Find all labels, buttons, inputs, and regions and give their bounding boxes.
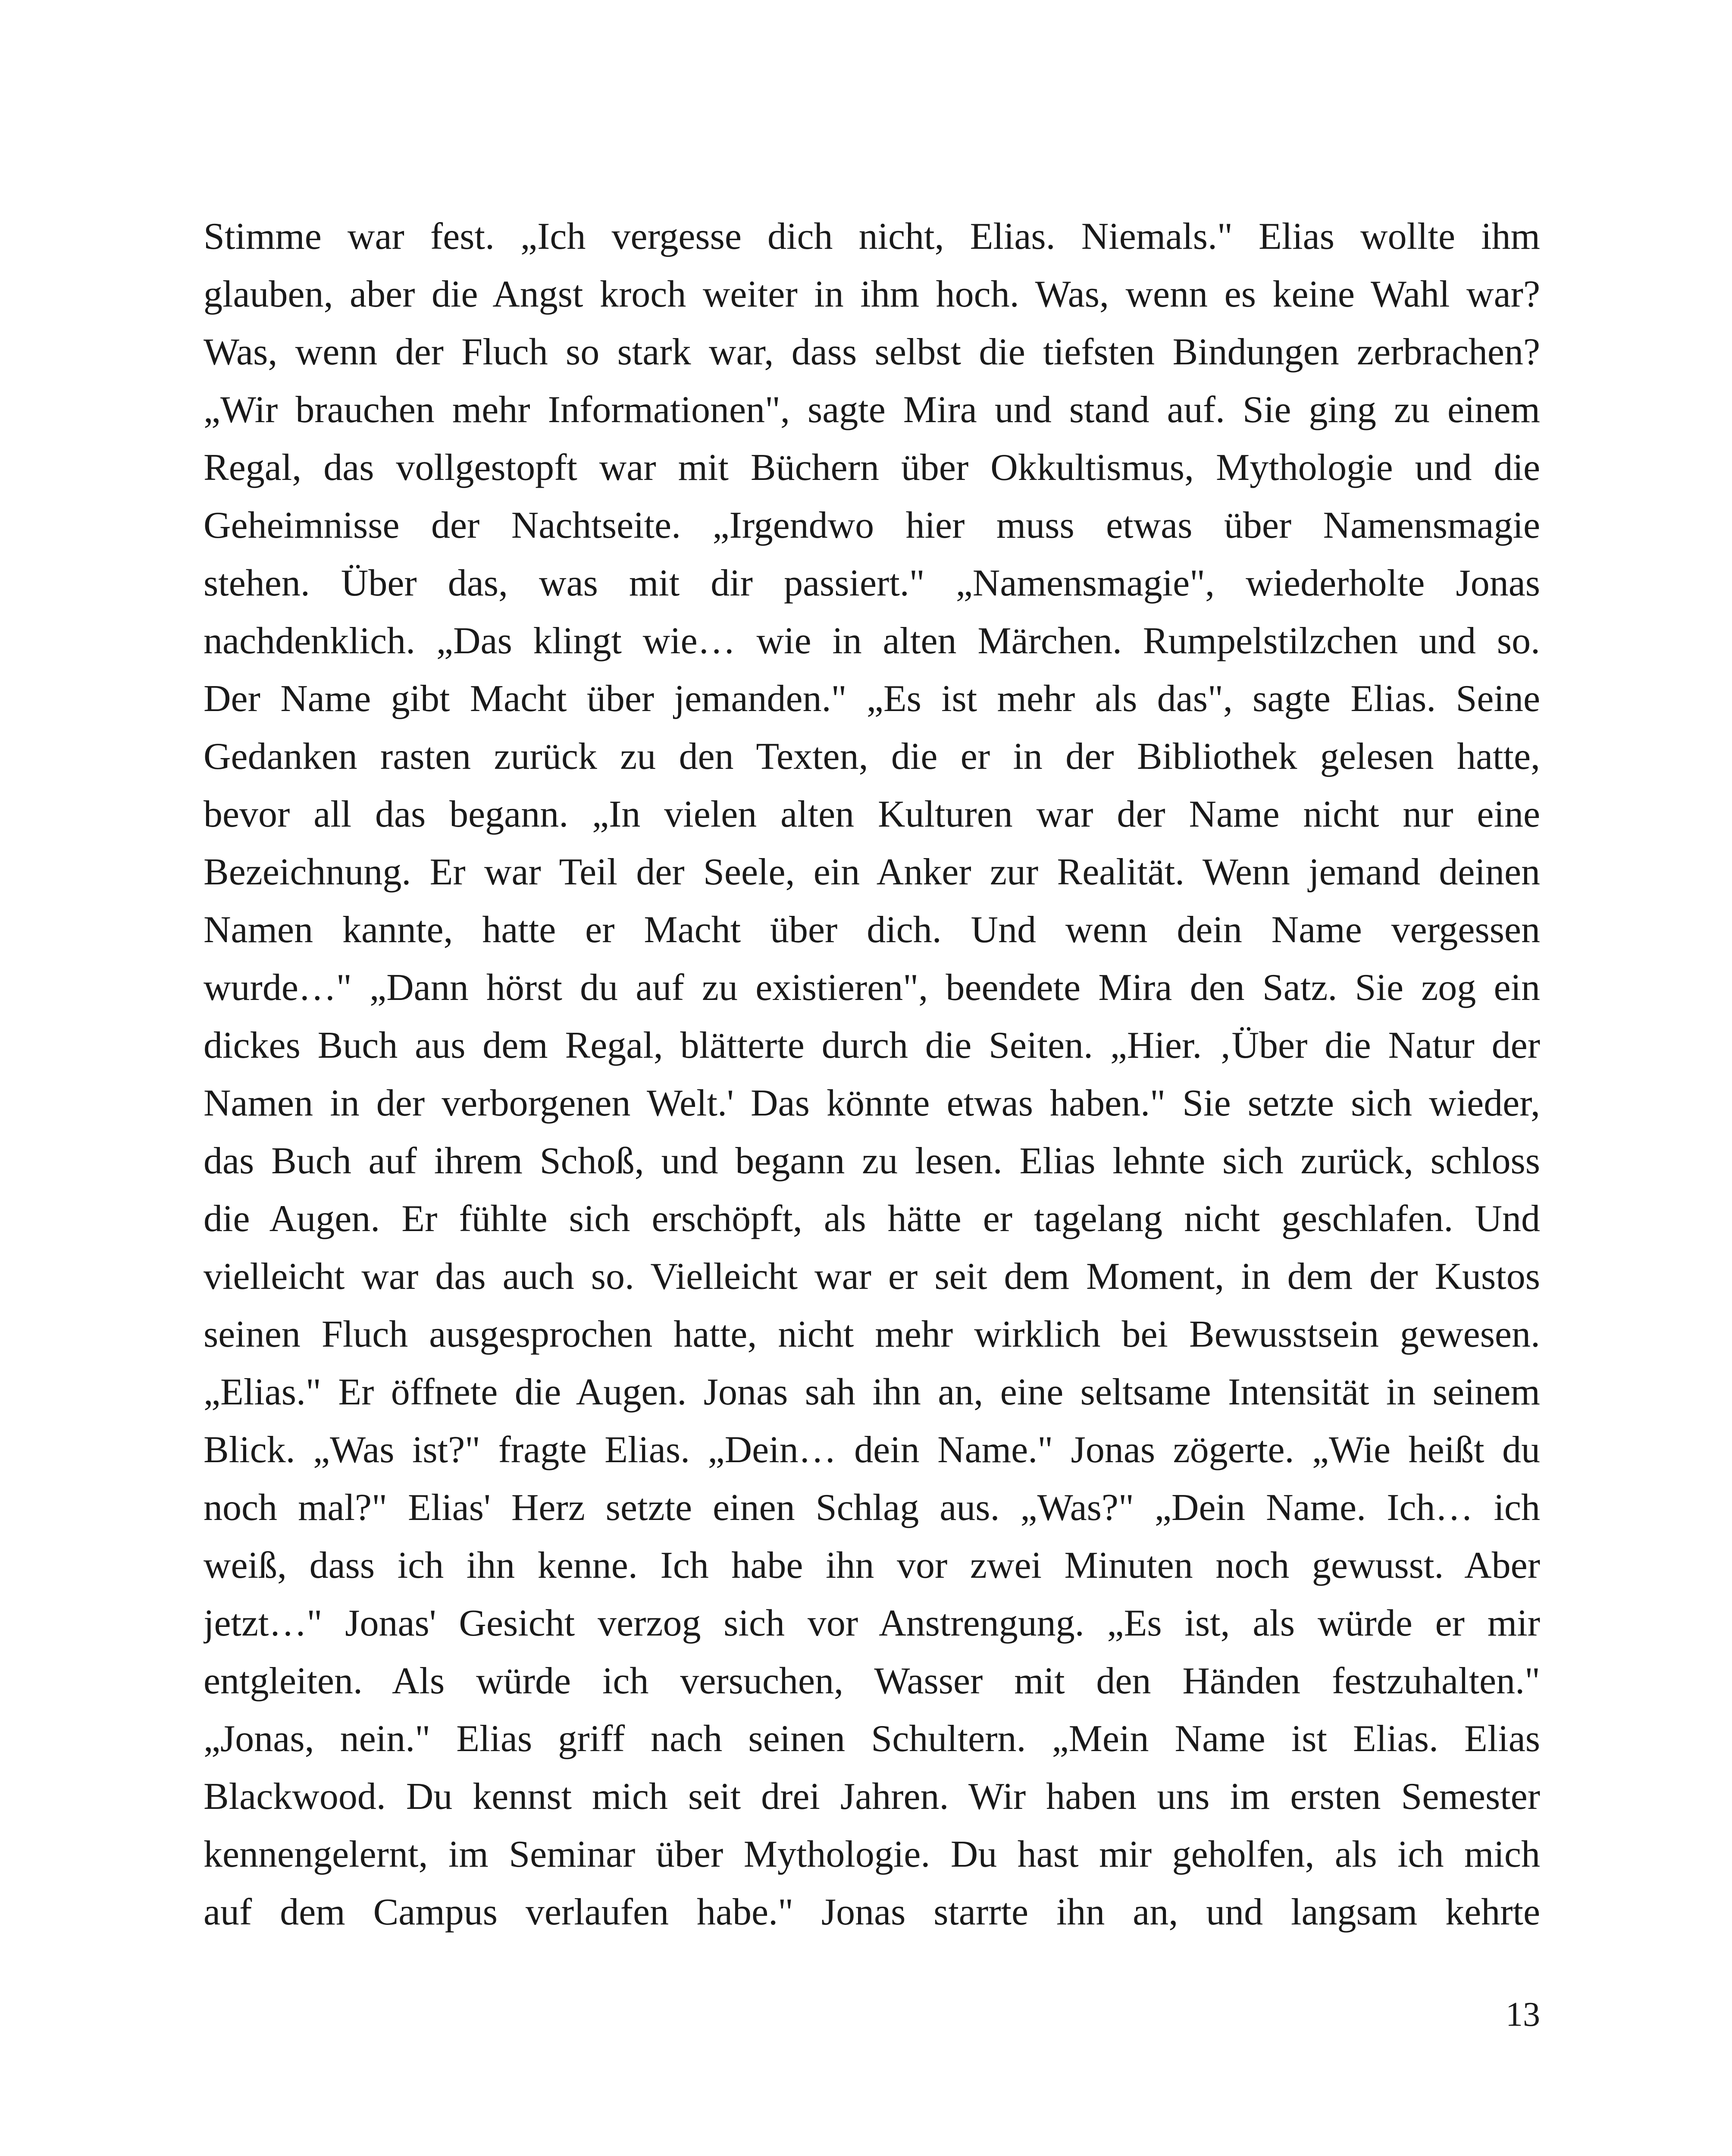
page-number: 13 (1506, 1996, 1540, 2034)
text-line: entgleiten. Als würde ich versuchen, Wasser mit den Händen festzuhalten." (204, 1660, 1540, 1702)
text-line: Was, wenn der Fluch so stark war, dass selbst die tiefsten Bindungen zerbrachen? (204, 331, 1540, 373)
text-line: Namen in der verborgenen Welt.' Das könnte etwas haben." Sie setzte sich wieder, (204, 1082, 1540, 1124)
text-line: wurde…" „Dann hörst du auf zu existieren", beendete Mira den Satz. Sie zog ein (204, 967, 1540, 1009)
text-line: jetzt…" Jonas' Gesicht verzog sich vor Anstrengung. „Es ist, als würde er mir (204, 1602, 1540, 1644)
text-line: Stimme war fest. „Ich vergesse dich nicht, Elias. Niemals." Elias wollte ihm (204, 216, 1540, 257)
body-text (204, 208, 1540, 1941)
text-line: auf dem Campus verlaufen habe." Jonas starrte ihn an, und langsam kehrte (204, 1891, 1540, 1933)
text-line: die Augen. Er fühlte sich erschöpft, als hätte er tagelang nicht geschlafen. Und (204, 1198, 1540, 1240)
text-line: Regal, das vollgestopft war mit Büchern über Okkultismus, Mythologie und die (204, 447, 1540, 489)
text-line: Bezeichnung. Er war Teil der Seele, ein Anker zur Realität. Wenn jemand deinen (204, 851, 1540, 893)
text-line: weiß, dass ich ihn kenne. Ich habe ihn vor zwei Minuten noch gewusst. Aber (204, 1545, 1540, 1586)
text-line: dickes Buch aus dem Regal, blätterte durch die Seiten. „Hier. ‚Über die Natur der (204, 1025, 1540, 1066)
text-line: kennengelernt, im Seminar über Mythologie. Du hast mir geholfen, als ich mich (204, 1833, 1540, 1875)
text-line: glauben, aber die Angst kroch weiter in ihm hoch. Was, wenn es keine Wahl war? (204, 273, 1540, 315)
text-line: Blackwood. Du kennst mich seit drei Jahren. Wir haben uns im ersten Semester (204, 1776, 1540, 1818)
text-line: stehen. Über das, was mit dir passiert." „Namensmagie", wiederholte Jonas (204, 562, 1540, 604)
text-line: Blick. „Was ist?" fragte Elias. „Dein… dein Name." Jonas zögerte. „Wie heißt du (204, 1429, 1540, 1471)
text-line: „Wir brauchen mehr Informationen", sagte Mira und stand auf. Sie ging zu einem (204, 389, 1540, 431)
text-line: bevor all das begann. „In vielen alten Kulturen war der Name nicht nur eine (204, 793, 1540, 835)
text-line: Namen kannte, hatte er Macht über dich. Und wenn dein Name vergessen (204, 909, 1540, 951)
text-line: das Buch auf ihrem Schoß, und begann zu lesen. Elias lehnte sich zurück, schloss (204, 1140, 1540, 1182)
text-line: noch mal?" Elias' Herz setzte einen Schlag aus. „Was?" „Dein Name. Ich… ich (204, 1487, 1540, 1529)
text-line: seinen Fluch ausgesprochen hatte, nicht mehr wirklich bei Bewusstsein gewesen. (204, 1313, 1540, 1355)
text-line: Der Name gibt Macht über jemanden." „Es ist mehr als das", sagte Elias. Seine (204, 678, 1540, 720)
text-line: nachdenklich. „Das klingt wie… wie in alten Märchen. Rumpelstilzchen und so. (204, 620, 1540, 662)
text-line: vielleicht war das auch so. Vielleicht war er seit dem Moment, in dem der Kustos (204, 1256, 1540, 1297)
text-line: „Jonas, nein." Elias griff nach seinen Schultern. „Mein Name ist Elias. Elias (204, 1718, 1540, 1760)
text-line: Geheimnisse der Nachtseite. „Irgendwo hier muss etwas über Namensmagie (204, 505, 1540, 546)
text-line: Gedanken rasten zurück zu den Texten, die er in der Bibliothek gelesen hatte, (204, 736, 1540, 777)
text-line: „Elias." Er öffnete die Augen. Jonas sah ihn an, eine seltsame Intensität in seinem (204, 1371, 1540, 1413)
